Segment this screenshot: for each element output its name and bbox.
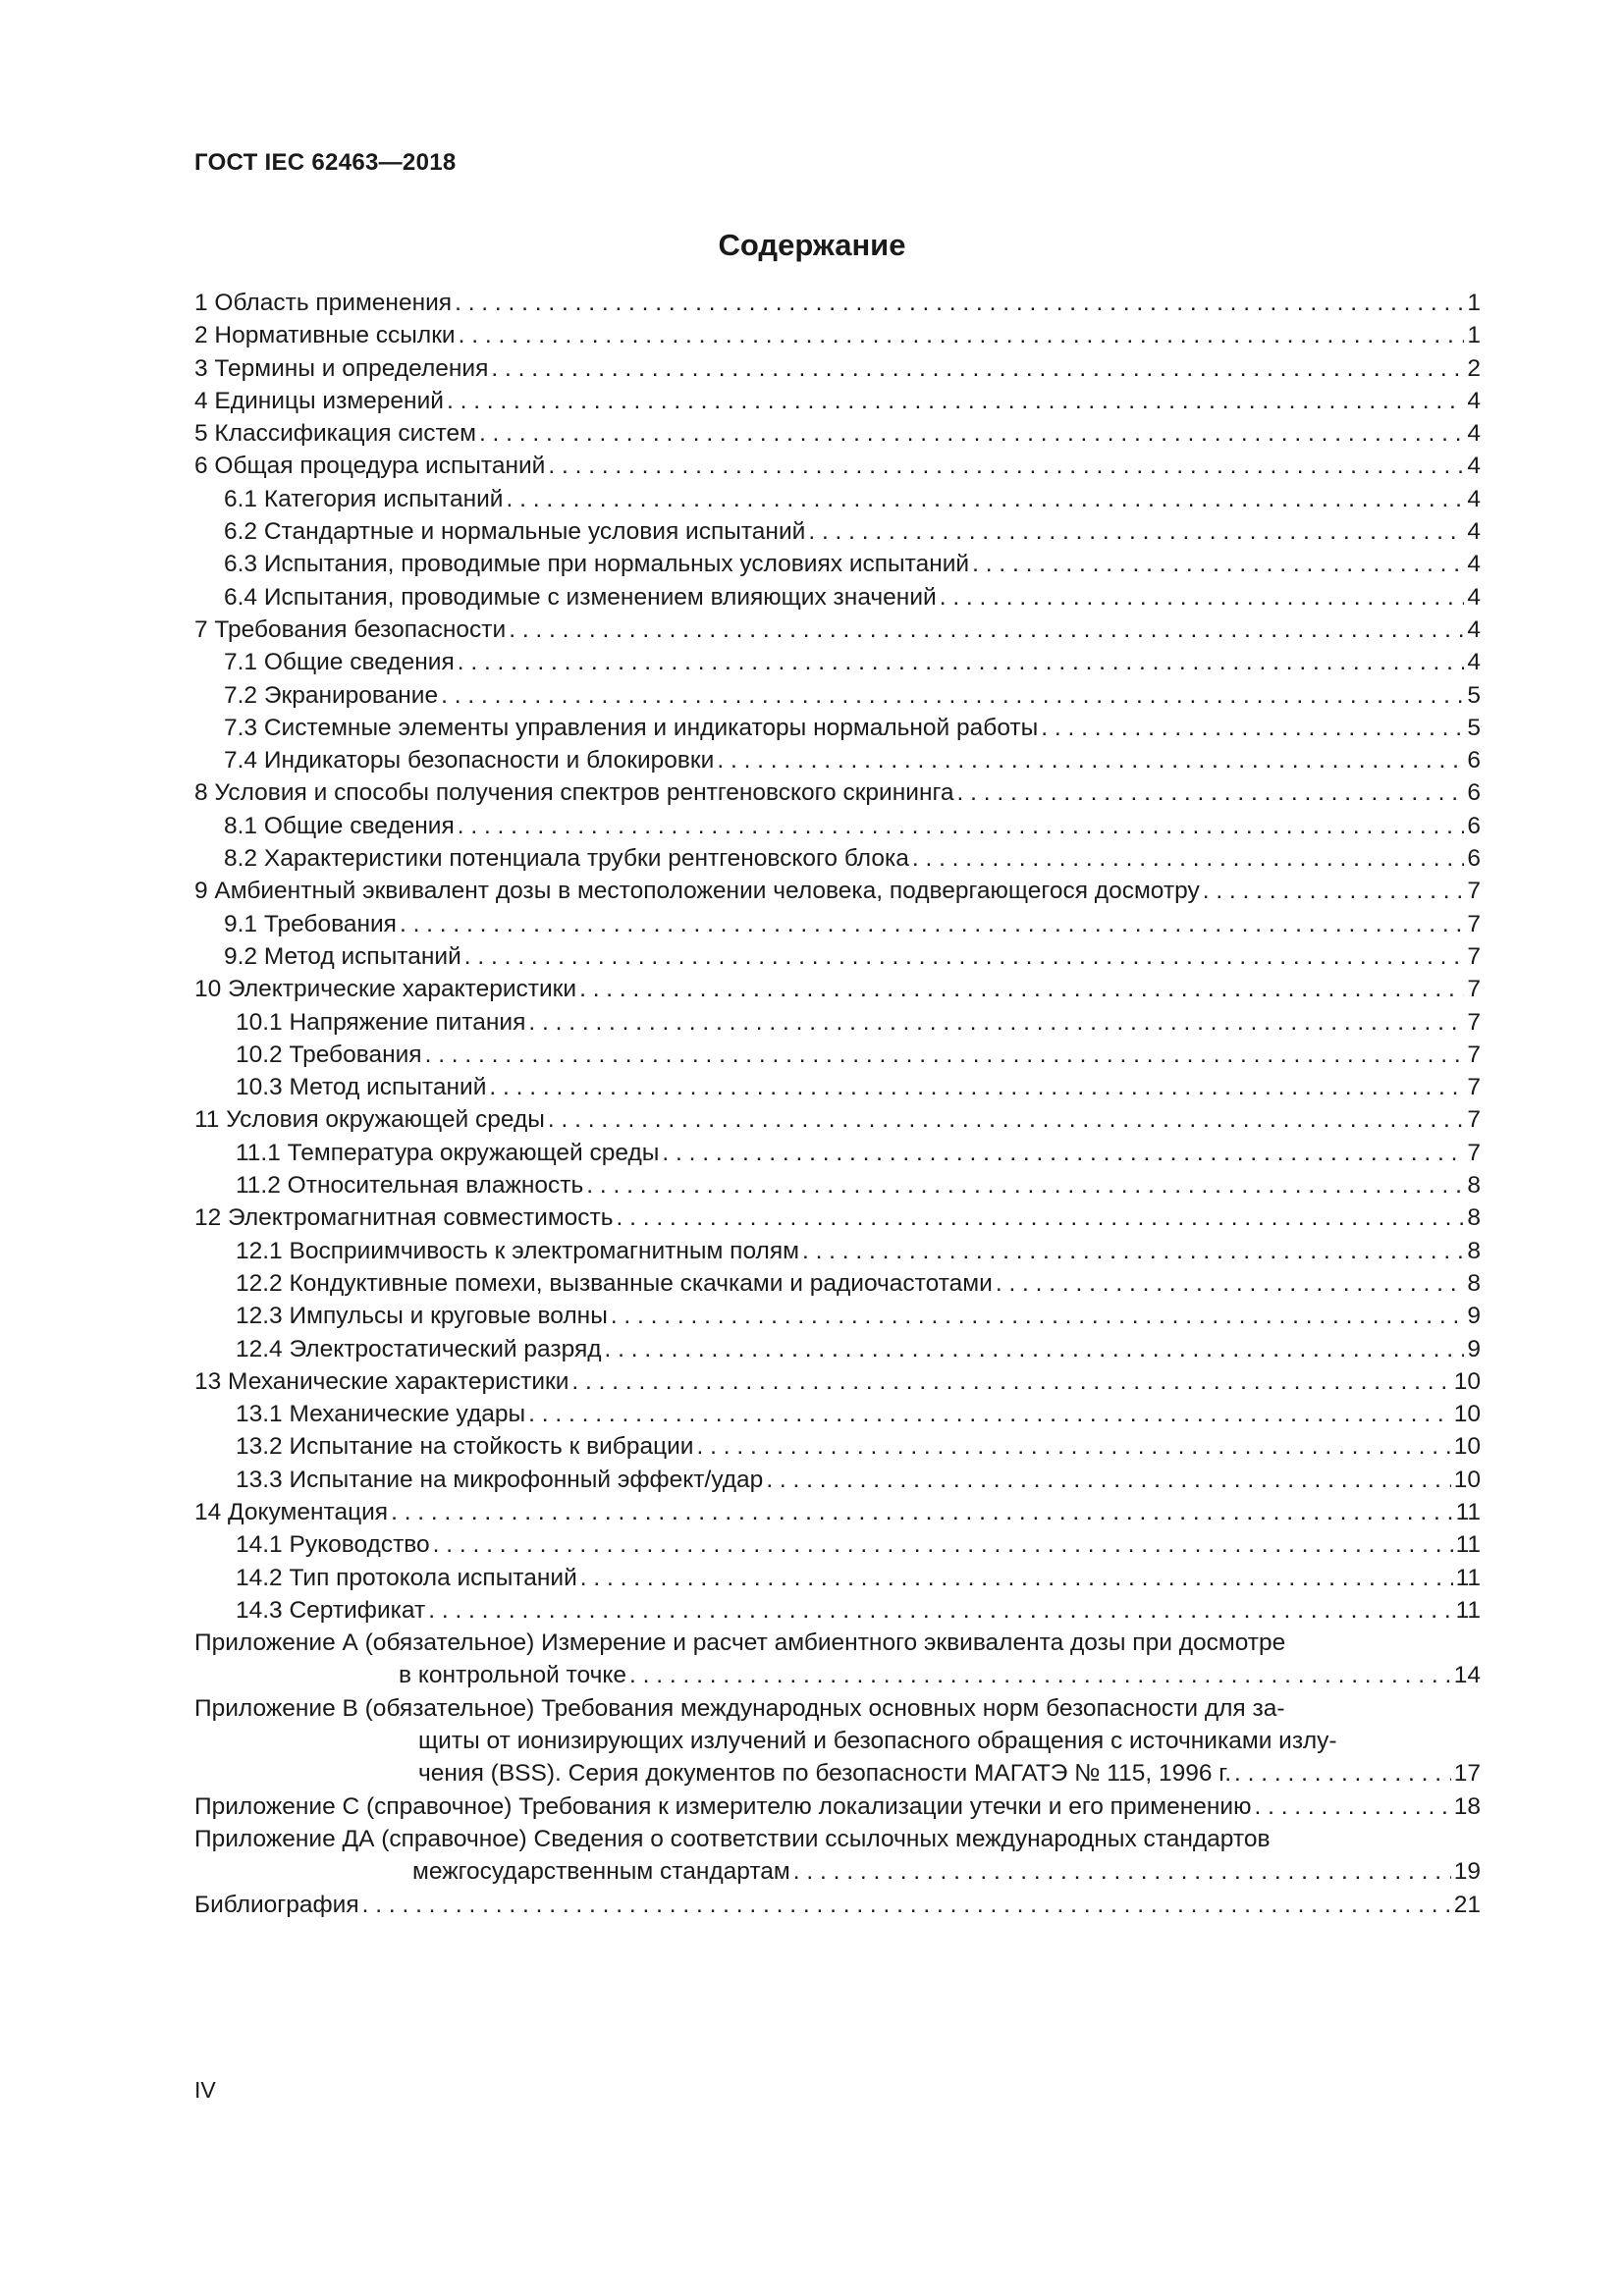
- toc-entry[interactable]: [194, 450, 1481, 482]
- leader-dots: [580, 1562, 1453, 1594]
- toc-entry[interactable]: [194, 1006, 1481, 1039]
- toc-entry-page: 5: [1467, 681, 1481, 709]
- leader-dots: [433, 1528, 1453, 1561]
- leader-dots: [802, 1235, 1464, 1267]
- toc-entry-page: 4: [1467, 518, 1481, 546]
- toc-entry-page: 7: [1467, 910, 1481, 937]
- leader-dots: [808, 515, 1464, 548]
- toc-entry-label: 8.1 Общие сведения: [224, 812, 455, 839]
- toc-entry-label: 13.1 Механические удары: [236, 1401, 526, 1428]
- toc-entry-page: 7: [1467, 1041, 1481, 1068]
- leader-dots: [766, 1464, 1450, 1496]
- toc-entry[interactable]: [194, 287, 1481, 319]
- toc-entry-label: 11 Условия окружающей среды: [194, 1106, 545, 1134]
- leader-dots: [617, 1201, 1465, 1234]
- leader-dots: [479, 417, 1464, 450]
- toc-entry-label: 7.4 Индикаторы безопасности и блокировки: [224, 747, 715, 774]
- toc-entry-page: 11: [1455, 1596, 1481, 1624]
- toc-entry[interactable]: [194, 940, 1481, 973]
- toc-entry-page: 9: [1467, 1335, 1481, 1362]
- leader-dots: [629, 1659, 1451, 1691]
- toc-entry[interactable]: [194, 1528, 1481, 1561]
- toc-entry-label: 6 Общая процедура испытаний: [194, 453, 546, 480]
- toc-entry[interactable]: [194, 744, 1481, 776]
- toc-entry-page: 8: [1467, 1237, 1481, 1264]
- annex-b-line2: щиты от ионизирующих излучений и безопасного обращения с источниками излу-: [418, 1728, 1337, 1755]
- leader-dots: [489, 1071, 1464, 1103]
- toc-entry-label: 13.2 Испытание на стойкость к вибрации: [236, 1433, 694, 1461]
- toc-entry-page: 6: [1467, 812, 1481, 839]
- leader-dots: [428, 1594, 1452, 1627]
- leader-dots: [509, 614, 1464, 646]
- toc-entry[interactable]: [194, 417, 1481, 450]
- toc-entry-page: 8: [1467, 1269, 1481, 1297]
- annex-b-page: 17: [1453, 1760, 1481, 1788]
- document-code: ГОСТ IEC 62463—2018: [194, 149, 457, 176]
- toc-entry-label: 2 Нормативные ссылки: [194, 322, 456, 349]
- toc-entry-page: 10: [1453, 1466, 1481, 1493]
- toc-entry-page: 8: [1467, 1204, 1481, 1232]
- toc-entry-label: 12.1 Восприимчивость к электромагнитным полям: [236, 1237, 799, 1264]
- annex-c-entry[interactable]: [194, 1790, 1481, 1823]
- leader-dots: [571, 1365, 1450, 1398]
- toc-entry-page: 7: [1467, 1106, 1481, 1134]
- leader-dots: [1203, 875, 1465, 907]
- toc-entry[interactable]: [194, 1365, 1481, 1398]
- toc-entry-page: 4: [1467, 649, 1481, 676]
- toc-entry-page: 4: [1467, 485, 1481, 512]
- toc-entry-label: 10 Электрические характеристики: [194, 976, 577, 1003]
- toc-entry-label: 14.3 Сертификат: [236, 1596, 426, 1624]
- toc-entry-label: 12.4 Электростатический разряд: [236, 1335, 602, 1362]
- toc-entry-label: 6.4 Испытания, проводимые с изменением влияющих значений: [224, 583, 937, 611]
- toc-entry[interactable]: [194, 614, 1481, 646]
- leader-dots: [717, 744, 1464, 776]
- toc-entry-page: 4: [1467, 615, 1481, 643]
- toc-entry-page: 4: [1467, 583, 1481, 611]
- toc-entry[interactable]: [194, 352, 1481, 385]
- toc-entry[interactable]: [194, 1300, 1481, 1332]
- toc-entry[interactable]: [194, 1137, 1481, 1169]
- toc-entry-label: 6.1 Категория испытаний: [224, 485, 504, 512]
- toc-entry-label: 1 Область применения: [194, 290, 453, 316]
- toc-entry-label: 9.2 Метод испытаний: [224, 942, 461, 970]
- leader-dots: [697, 1430, 1451, 1463]
- leader-dots: [1041, 712, 1464, 744]
- toc-entry-page: 8: [1467, 1172, 1481, 1200]
- toc-entry-page: 7: [1467, 1008, 1481, 1036]
- toc-entry[interactable]: [194, 679, 1481, 712]
- toc-entry-label: 13.3 Испытание на микрофонный эффект/удар: [236, 1466, 764, 1493]
- toc-entry[interactable]: [194, 776, 1481, 809]
- toc-entry[interactable]: [194, 1430, 1481, 1463]
- leader-dots: [455, 287, 1464, 319]
- leader-dots: [586, 1169, 1464, 1201]
- toc-entry[interactable]: [194, 1039, 1481, 1071]
- leader-dots: [579, 973, 1464, 1005]
- toc-entry-label: 12.2 Кондуктивные помехи, вызванные скачками и радиочастотами: [236, 1269, 993, 1297]
- toc-entry[interactable]: [194, 1594, 1481, 1627]
- toc-entry[interactable]: [194, 581, 1481, 614]
- toc-entry-label: 8.2 Характеристики потенциала трубки рентгеновского блока: [224, 845, 909, 873]
- leader-dots: [391, 1496, 1452, 1528]
- toc-entry-page: 7: [1467, 1074, 1481, 1101]
- annex-a-entry[interactable]: [194, 1659, 1481, 1691]
- toc-entry[interactable]: [194, 1071, 1481, 1103]
- toc-entry-label: 4 Единицы измерений: [194, 387, 444, 414]
- leader-dots: [458, 646, 1465, 678]
- toc-entry-page: 7: [1467, 1139, 1481, 1166]
- toc-entry[interactable]: [194, 385, 1481, 417]
- toc-entry[interactable]: [194, 712, 1481, 744]
- toc-title: Содержание: [718, 228, 906, 262]
- toc-entry-page: 7: [1467, 976, 1481, 1003]
- annex-b-line1[interactable]: Приложение В (обязательное) Требования международных основных норм безопасности для за-: [194, 1694, 1285, 1722]
- leader-dots: [548, 450, 1464, 482]
- toc-entry-label: 7.2 Экранирование: [224, 681, 439, 709]
- toc-entry-label: 8 Условия и способы получения спектров рентгеновского скрининга: [194, 779, 954, 807]
- toc-entry[interactable]: [194, 1496, 1481, 1528]
- toc-entry[interactable]: [194, 1103, 1481, 1136]
- toc-entry-label: 3 Термины и определения: [194, 354, 489, 382]
- table-of-contents: [194, 287, 1481, 1921]
- toc-entry[interactable]: [194, 1562, 1481, 1594]
- leader-dots: [548, 1103, 1464, 1136]
- annex-a-line2: в контрольной точке: [399, 1662, 627, 1689]
- toc-entry-label: 12 Электромагнитная совместимость: [194, 1204, 614, 1232]
- toc-entry-page: 10: [1453, 1367, 1481, 1395]
- annex-da-page: 19: [1453, 1858, 1481, 1886]
- toc-entry[interactable]: [194, 1333, 1481, 1365]
- leader-dots: [605, 1333, 1465, 1365]
- leader-dots: [362, 1889, 1451, 1921]
- toc-entry-label: 10.1 Напряжение питания: [236, 1008, 526, 1036]
- leader-dots: [1234, 1757, 1451, 1789]
- toc-entry-label: 11.2 Относительная влажность: [236, 1172, 584, 1200]
- toc-entry[interactable]: [194, 515, 1481, 548]
- toc-entry-page: 6: [1467, 747, 1481, 774]
- leader-dots: [447, 385, 1464, 417]
- toc-entry[interactable]: [194, 319, 1481, 351]
- toc-entry-label: 13 Механические характеристики: [194, 1367, 569, 1395]
- leader-dots: [1254, 1790, 1450, 1823]
- annex-a-page: 14: [1453, 1662, 1481, 1689]
- leader-dots: [425, 1039, 1465, 1071]
- toc-entry-label: 14.2 Тип протокола испытаний: [236, 1564, 577, 1591]
- toc-entry[interactable]: [194, 646, 1481, 678]
- toc-entry[interactable]: [194, 1169, 1481, 1201]
- toc-entry-page: 4: [1467, 387, 1481, 414]
- leader-dots: [528, 1398, 1451, 1430]
- bibliography-entry[interactable]: [194, 1889, 1481, 1921]
- leader-dots: [996, 1267, 1465, 1300]
- toc-entry-label: 7.3 Системные элементы управления и индикаторы нормальной работы: [224, 714, 1039, 741]
- leader-dots: [793, 1855, 1451, 1888]
- toc-entry-label: 14.1 Руководство: [236, 1531, 430, 1559]
- toc-entry[interactable]: [194, 842, 1481, 875]
- toc-entry-page: 4: [1467, 453, 1481, 480]
- toc-entry[interactable]: [194, 1464, 1481, 1496]
- toc-entry-label: 14 Документация: [194, 1498, 389, 1525]
- page-number: IV: [194, 2077, 216, 2103]
- annex-da-line1[interactable]: Приложение ДА (справочное) Сведения о соответствии ссылочных международных стандартов: [194, 1825, 1271, 1852]
- toc-entry[interactable]: [194, 1235, 1481, 1267]
- toc-entries: [194, 287, 1481, 1627]
- leader-dots: [491, 352, 1464, 385]
- toc-entry-page: 6: [1467, 845, 1481, 873]
- toc-entry[interactable]: [194, 1267, 1481, 1300]
- toc-entry[interactable]: [194, 810, 1481, 842]
- toc-entry-page: 1: [1467, 290, 1481, 316]
- leader-dots: [662, 1137, 1464, 1169]
- toc-entry-page: 10: [1453, 1433, 1481, 1461]
- bibliography-page: 21: [1453, 1891, 1481, 1918]
- toc-entry-label: 5 Классификация систем: [194, 420, 476, 448]
- toc-entry-page: 5: [1467, 714, 1481, 741]
- leader-dots: [441, 679, 1464, 712]
- toc-entry-page: 4: [1467, 420, 1481, 448]
- leader-dots: [611, 1300, 1465, 1332]
- toc-entry-page: 7: [1467, 942, 1481, 970]
- toc-entry-label: 11.1 Температура окружающей среды: [236, 1139, 660, 1166]
- toc-entry[interactable]: [194, 1398, 1481, 1430]
- annex-da-line2: межгосударственным стандартам: [412, 1858, 790, 1886]
- toc-entry-label: 6.3 Испытания, проводимые при нормальных условиях испытаний: [224, 551, 970, 578]
- toc-entry-page: 11: [1455, 1564, 1481, 1591]
- toc-entry-label: 9 Амбиентный эквивалент дозы в местоположении человека, подвергающегося досмотру: [194, 878, 1200, 905]
- toc-entry[interactable]: [194, 908, 1481, 940]
- leader-dots: [400, 908, 1464, 940]
- toc-entry-label: 7.1 Общие сведения: [224, 649, 455, 676]
- toc-entry-page: 9: [1467, 1303, 1481, 1330]
- leader-dots: [458, 810, 1465, 842]
- toc-entry-page: 11: [1455, 1498, 1481, 1525]
- toc-entry-label: 12.3 Импульсы и круговые волны: [236, 1303, 608, 1330]
- leader-dots: [459, 319, 1465, 351]
- annex-c-label: Приложение С (справочное) Требования к измерителю локализации утечки и его применению: [194, 1792, 1252, 1820]
- leader-dots: [972, 548, 1464, 580]
- toc-entry[interactable]: [194, 973, 1481, 1005]
- toc-entry-page: 10: [1453, 1401, 1481, 1428]
- toc-entry-page: 7: [1467, 878, 1481, 905]
- leader-dots: [528, 1006, 1464, 1039]
- toc-entry-label: 10.3 Метод испытаний: [236, 1074, 487, 1101]
- annex-b-line3: чения (BSS). Серия документов по безопасности МАГАТЭ № 115, 1996 г.: [418, 1760, 1232, 1788]
- toc-entry[interactable]: [194, 483, 1481, 515]
- toc-entry-page: 2: [1467, 354, 1481, 382]
- annex-da-entry[interactable]: [194, 1855, 1481, 1888]
- toc-entry-page: 1: [1467, 322, 1481, 349]
- toc-entry[interactable]: [194, 548, 1481, 580]
- annex-b-entry[interactable]: [194, 1757, 1481, 1789]
- toc-entry-page: 4: [1467, 551, 1481, 578]
- toc-entry-label: 7 Требования безопасности: [194, 615, 507, 643]
- bibliography-label: Библиография: [194, 1891, 359, 1918]
- leader-dots: [507, 483, 1465, 515]
- toc-entry-label: 10.2 Требования: [236, 1041, 422, 1068]
- toc-entry-page: 6: [1467, 779, 1481, 807]
- toc-entry-label: 6.2 Стандартные и нормальные условия испытаний: [224, 518, 806, 546]
- leader-dots: [912, 842, 1465, 875]
- toc-entry[interactable]: [194, 875, 1481, 907]
- leader-dots: [957, 776, 1465, 809]
- leader-dots: [940, 581, 1465, 614]
- annex-a-line1[interactable]: Приложение А (обязательное) Измерение и расчет амбиентного эквивалента дозы при досмотре: [194, 1629, 1286, 1657]
- toc-entry-page: 11: [1455, 1531, 1481, 1559]
- annex-c-page: 18: [1453, 1792, 1481, 1820]
- toc-entry[interactable]: [194, 1201, 1481, 1234]
- toc-entry-label: 9.1 Требования: [224, 910, 397, 937]
- leader-dots: [464, 940, 1465, 973]
